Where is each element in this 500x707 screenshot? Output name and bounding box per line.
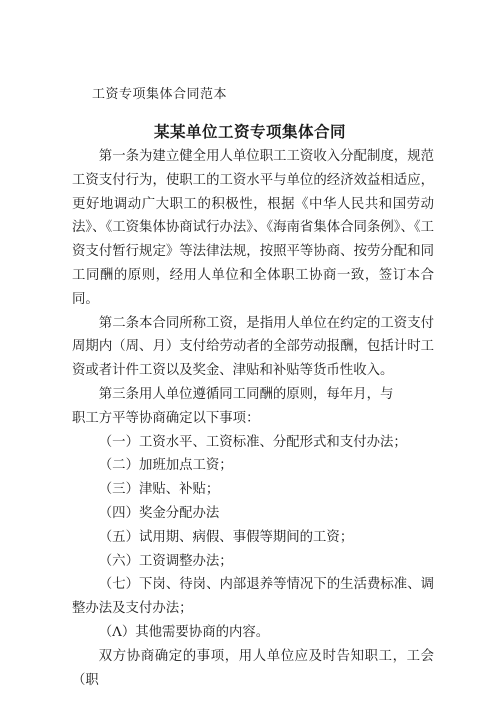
closing-paragraph: 双方协商确定的事项，用人单位应及时告知职工，工会（职 bbox=[72, 648, 434, 688]
list-item-2: （二）加班加点工资； bbox=[98, 458, 233, 474]
list-item-1: （一）工资水平、工资标准、分配形式和支付办法； bbox=[98, 434, 407, 450]
article-1-paragraph: 第一条为建立健全用人单位职工工资收入分配制度，规范工资支付行为，使职工的工资水平与单位的经济效益相适应，更好地调动广大职工的积极性，根据《中华人民共和国劳动法》、《工资集体协商试行办法》、《海南省集体合同条例》、《工资支付暂行规定》等法律法规，按照平等协商、按劳分配和同工同酬的原则，经用人单位和全体职工协商一致，签订本合同。 bbox=[72, 149, 434, 307]
document-header-label: 工资专项集体合同范本 bbox=[92, 87, 228, 102]
document-title: 某某单位工资专项集体合同 bbox=[153, 123, 346, 141]
article-3-paragraph: 第三条用人单位遵循同工同酬的原则，每年月，与 bbox=[98, 386, 394, 402]
article-2-paragraph: 第二条本合同所称工资，是指用人单位在约定的工资支付周期内（周、月）支付给劳动者的全部劳动报酬，包括计时工资或者计件工资以及奖金、津贴和补贴等货币性收入。 bbox=[72, 315, 434, 379]
list-item-6: （六）工资调整办法； bbox=[98, 553, 233, 569]
article-3-continuation: 职工方平等协商确定以下事项： bbox=[72, 410, 260, 426]
list-item-5: （五）试用期、病假、事假等期间的工资； bbox=[98, 529, 354, 545]
list-item-3: （三）津贴、补贴； bbox=[98, 482, 220, 498]
list-item-8: （Λ）其他需要协商的内容。 bbox=[98, 624, 270, 640]
list-item-7: （七）下岗、待岗、内部退养等情况下的生活费标准、调整办法及支付办法； bbox=[72, 577, 434, 617]
document-body bbox=[72, 145, 434, 692]
list-item-4: （四）奖金分配办法 bbox=[98, 505, 220, 521]
